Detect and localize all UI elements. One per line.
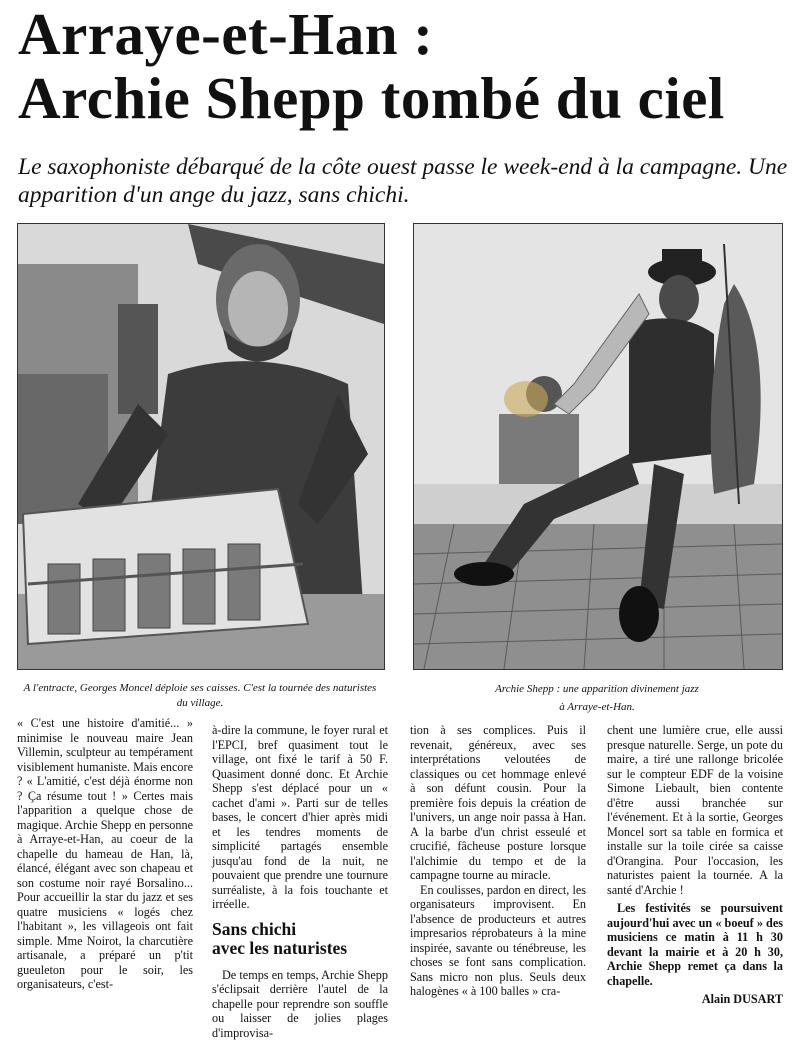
article-column-2 (212, 723, 388, 1040)
column-1-paragraph: « C'est une histoire d'amitié... » minimise le nouveau maire Jean Villemin, sculpteur au tempérament visiblement humaniste. Mais encore ? « L'amitié, c'est déjà énorme non ? Ça résume tout ! » Certes mais l'apparition a quelque chose de magique. Archie Shepp en personne à Arraye-et-Han, au coeur de la chapelle du hameau de Han, là, élancé, élégant avec son chapeau et son costume noir rayé Borsalino... Pour accueillir la star du jazz et ses quatre musiciens « logés chez l'habitant », les villageois ont fait simple. Mme Noirot, la charcutière artisanale, a préparé un p'tit gueuleton pour le soir, les organisateurs, c'est- (17, 716, 193, 992)
photo-caption-left (17, 681, 383, 711)
photo-georges-moncel (17, 223, 385, 670)
photo-georges-moncel-illustration (18, 224, 384, 669)
section-title-line-1: Sans chichi (212, 919, 296, 939)
section-title (212, 920, 388, 958)
event-note: Les festivités se poursuivent aujourd'hui avec un « boeuf » des musiciens ce matin à 11 h 30 devant la mairie et à 20 h 30, Archie Shepp remet ça dans la chapelle. (607, 901, 783, 988)
photo-archie-shepp (413, 223, 783, 670)
column-4-paragraph-1: chent une lumière crue, elle aussi presque naturelle. Serge, un pote du maire, a tiré une rallonge bricolée sur le compteur EDF de la voisine Simone Liebault, bien contente d'être aussi branchée sur l'événement. Et à la sortie, Georges Moncel sort sa table en formica et installe sur la toile cirée sa caisse d'Orangina. Pour l'occasion, les naturistes paient la tournée. A la santé d'Archie ! (607, 723, 783, 897)
article-column-1 (17, 716, 193, 992)
caption-right-line-1: Archie Shepp : une apparition divinement jazz (495, 683, 699, 695)
headline-line-1: Arraye-et-Han : (18, 1, 433, 67)
column-3-paragraph-2: En coulisses, pardon en direct, les organisateurs improvisent. En l'absence de producteurs et autres impresarios réprobateurs à la mine inspirée, savante ou ténébreuse, les choses se font sans complication. Sans micro non plus. Seuls deux halogènes « à 100 balles » cra- (410, 883, 586, 999)
column-3-paragraph-1: tion à ses complices. Puis il revenait, généreux, avec ses interprétations veloutées de classiques ou cet hommage enlevé à son défunt cousin. Pour la première fois depuis la création de l'univers, un ange noir passa à Han. A la barbe d'un christ esseulé et crucifié, fâcheuse posture lorsque l'alchimie du tempo et de la campagne tourne au miracle. (410, 723, 586, 883)
section-title-line-2: avec les naturistes (212, 938, 347, 958)
caption-right-line-2: à Arraye-et-Han. (559, 701, 635, 713)
article-column-4 (607, 723, 783, 1007)
caption-left-text: A l'entracte, Georges Moncel déploie ses caisses. C'est la tournée des naturistes du village. (24, 682, 377, 709)
photo-caption-right (413, 680, 781, 716)
column-2-paragraph-1: à-dire la commune, le foyer rural et l'EPCI, bref quasiment tout le village, ont fixé le tarif à 50 F. Quasiment donné donc. Et Archie Shepp s'est déplacé pour un « cachet d'ami ». Parti sur de telles bases, le concert d'hier après midi et les tendres moments de simplicité partagés ensemble jusqu'au fond de la nuit, ne pouvaient que prendre une tournure surréaliste, à la fois touchante et irréelle. (212, 723, 388, 912)
headline (18, 2, 788, 130)
author-byline: Alain DUSART (607, 992, 783, 1007)
subheadline: Le saxophoniste débarqué de la côte ouest passe le week-end à la campagne. Une apparition d'un ange du jazz, sans chichi. (18, 153, 793, 209)
headline-line-2: Archie Shepp tombé du ciel (18, 65, 725, 131)
photo-archie-shepp-illustration (414, 224, 782, 669)
column-2-paragraph-2: De temps en temps, Archie Shepp s'éclipsait derrière l'autel de la chapelle pour reprendre son souffle ou laisser de jolies plages d'improvisa- (212, 968, 388, 1040)
article-column-3 (410, 723, 586, 999)
